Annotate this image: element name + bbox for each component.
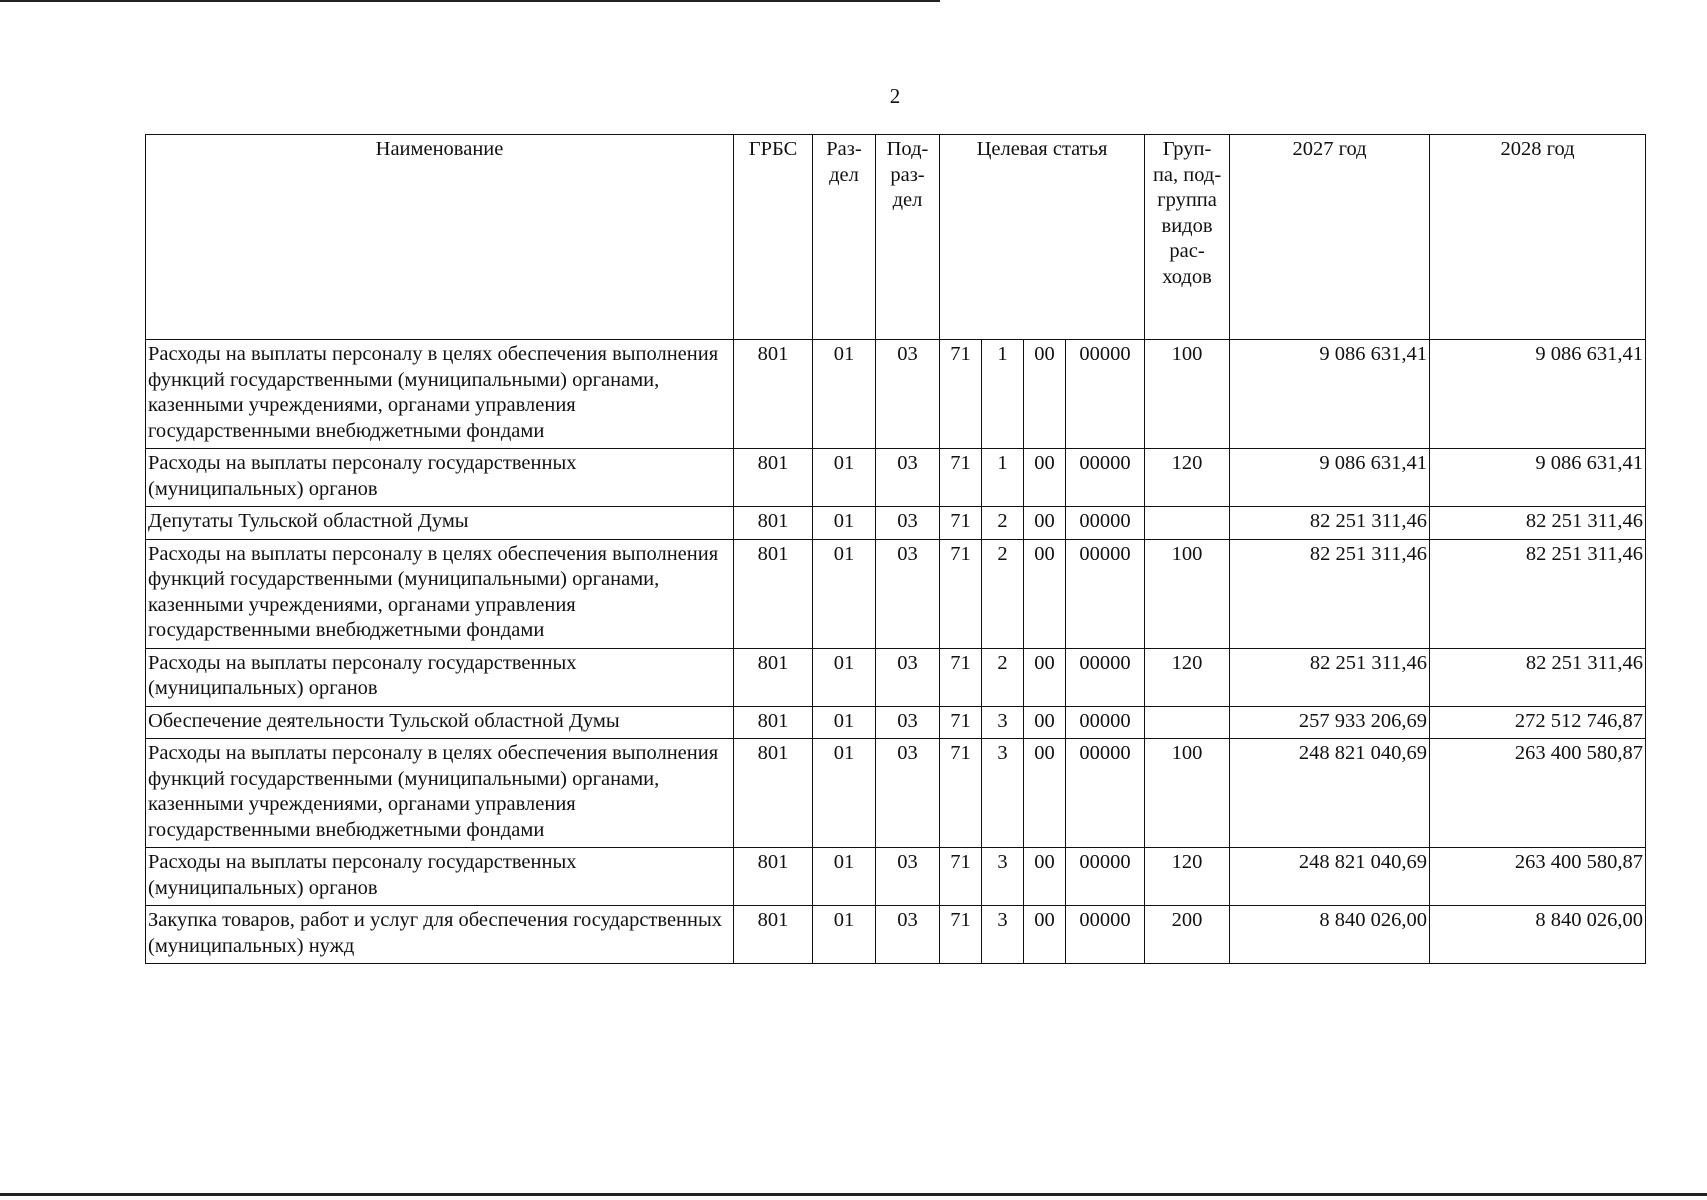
- cell-grbs: 801: [734, 739, 813, 848]
- cell-name: Расходы на выплаты персоналу государственных (муниципальных) органов: [146, 648, 734, 706]
- cell-target-subprogram: 2: [982, 507, 1024, 540]
- cell-amount-2027: 82 251 311,46: [1230, 507, 1430, 540]
- cell-target-program: 71: [940, 449, 982, 507]
- cell-amount-2027: 257 933 206,69: [1230, 706, 1430, 739]
- cell-target-direction: 00: [1024, 848, 1066, 906]
- cell-target-code: 00000: [1066, 706, 1145, 739]
- cell-target-code: 00000: [1066, 739, 1145, 848]
- cell-target-program: 71: [940, 507, 982, 540]
- cell-podrazdel: 03: [876, 449, 940, 507]
- cell-amount-2027: 82 251 311,46: [1230, 648, 1430, 706]
- cell-amount-2028: 82 251 311,46: [1430, 507, 1646, 540]
- cell-podrazdel: 03: [876, 739, 940, 848]
- table-row: [146, 507, 1646, 540]
- cell-name: Расходы на выплаты персоналу государственных (муниципальных) органов: [146, 449, 734, 507]
- cell-target-direction: 00: [1024, 906, 1066, 964]
- cell-target-direction: 00: [1024, 739, 1066, 848]
- cell-target-subprogram: 3: [982, 739, 1024, 848]
- cell-razdel: 01: [813, 539, 876, 648]
- cell-grbs: 801: [734, 507, 813, 540]
- scan-edge-top: [0, 0, 940, 2]
- cell-target-code: 00000: [1066, 648, 1145, 706]
- header-target-article: Целевая статья: [940, 135, 1145, 340]
- cell-target-subprogram: 2: [982, 539, 1024, 648]
- header-grbs: ГРБС: [734, 135, 813, 340]
- cell-podrazdel: 03: [876, 906, 940, 964]
- table-row: [146, 449, 1646, 507]
- scan-edge-bottom: [0, 1193, 1707, 1196]
- cell-razdel: 01: [813, 507, 876, 540]
- cell-target-direction: 00: [1024, 507, 1066, 540]
- header-razdel: Раз- дел: [813, 135, 876, 340]
- cell-amount-2027: 8 840 026,00: [1230, 906, 1430, 964]
- cell-expense-group: 200: [1145, 906, 1230, 964]
- header-podrazdel: Под- раз- дел: [876, 135, 940, 340]
- cell-amount-2028: 9 086 631,41: [1430, 340, 1646, 449]
- cell-target-direction: 00: [1024, 706, 1066, 739]
- table-header-row: [146, 135, 1646, 340]
- cell-podrazdel: 03: [876, 340, 940, 449]
- table-row: [146, 739, 1646, 848]
- cell-amount-2027: 9 086 631,41: [1230, 449, 1430, 507]
- cell-target-subprogram: 3: [982, 706, 1024, 739]
- cell-razdel: 01: [813, 706, 876, 739]
- cell-target-code: 00000: [1066, 449, 1145, 507]
- cell-grbs: 801: [734, 539, 813, 648]
- cell-target-program: 71: [940, 906, 982, 964]
- cell-target-subprogram: 1: [982, 449, 1024, 507]
- cell-razdel: 01: [813, 449, 876, 507]
- cell-expense-group: 120: [1145, 648, 1230, 706]
- cell-grbs: 801: [734, 648, 813, 706]
- cell-expense-group: 100: [1145, 340, 1230, 449]
- header-name: Наименование: [146, 135, 734, 340]
- cell-expense-group: 120: [1145, 848, 1230, 906]
- header-year-2027: 2027 год: [1230, 135, 1430, 340]
- budget-table: [145, 134, 1646, 964]
- cell-name: Расходы на выплаты персоналу в целях обеспечения выполнения функций государственными (муниципальными) органами, казенными учреждениями, органами управления государственными внебюджетными фондами: [146, 340, 734, 449]
- cell-target-subprogram: 1: [982, 340, 1024, 449]
- cell-target-program: 71: [940, 340, 982, 449]
- cell-grbs: 801: [734, 449, 813, 507]
- cell-name: Расходы на выплаты персоналу в целях обеспечения выполнения функций государственными (муниципальными) органами, казенными учреждениями, органами управления государственными внебюджетными фондами: [146, 739, 734, 848]
- cell-target-direction: 00: [1024, 340, 1066, 449]
- cell-name: Закупка товаров, работ и услуг для обеспечения государственных (муниципальных) нужд: [146, 906, 734, 964]
- cell-amount-2028: 82 251 311,46: [1430, 539, 1646, 648]
- cell-target-direction: 00: [1024, 539, 1066, 648]
- cell-target-program: 71: [940, 539, 982, 648]
- cell-amount-2027: 248 821 040,69: [1230, 739, 1430, 848]
- page-number: 2: [889, 84, 901, 108]
- cell-target-program: 71: [940, 648, 982, 706]
- table-row: [146, 340, 1646, 449]
- cell-amount-2028: 272 512 746,87: [1430, 706, 1646, 739]
- table-row: [146, 539, 1646, 648]
- header-expense-group: Груп- па, под- группа видов рас- ходов: [1145, 135, 1230, 340]
- cell-amount-2027: 82 251 311,46: [1230, 539, 1430, 648]
- cell-target-direction: 00: [1024, 648, 1066, 706]
- cell-target-program: 71: [940, 706, 982, 739]
- cell-amount-2028: 9 086 631,41: [1430, 449, 1646, 507]
- cell-grbs: 801: [734, 340, 813, 449]
- cell-target-code: 00000: [1066, 507, 1145, 540]
- cell-amount-2028: 82 251 311,46: [1430, 648, 1646, 706]
- table-row: [146, 848, 1646, 906]
- cell-amount-2028: 263 400 580,87: [1430, 848, 1646, 906]
- cell-name: Расходы на выплаты персоналу в целях обеспечения выполнения функций государственными (муниципальными) органами, казенными учреждениями, органами управления государственными внебюджетными фондами: [146, 539, 734, 648]
- table-row: [146, 706, 1646, 739]
- cell-target-subprogram: 3: [982, 906, 1024, 964]
- cell-podrazdel: 03: [876, 507, 940, 540]
- cell-expense-group: 120: [1145, 449, 1230, 507]
- cell-name: Депутаты Тульской областной Думы: [146, 507, 734, 540]
- cell-name: Расходы на выплаты персоналу государственных (муниципальных) органов: [146, 848, 734, 906]
- cell-expense-group: 100: [1145, 739, 1230, 848]
- cell-razdel: 01: [813, 739, 876, 848]
- cell-razdel: 01: [813, 340, 876, 449]
- cell-grbs: 801: [734, 848, 813, 906]
- cell-target-direction: 00: [1024, 449, 1066, 507]
- header-year-2028: 2028 год: [1430, 135, 1646, 340]
- cell-target-subprogram: 3: [982, 848, 1024, 906]
- cell-amount-2028: 8 840 026,00: [1430, 906, 1646, 964]
- cell-target-program: 71: [940, 848, 982, 906]
- cell-podrazdel: 03: [876, 648, 940, 706]
- cell-razdel: 01: [813, 848, 876, 906]
- table-row: [146, 906, 1646, 964]
- cell-expense-group: [1145, 706, 1230, 739]
- cell-amount-2027: 248 821 040,69: [1230, 848, 1430, 906]
- cell-target-program: 71: [940, 739, 982, 848]
- cell-target-code: 00000: [1066, 340, 1145, 449]
- cell-expense-group: 100: [1145, 539, 1230, 648]
- cell-razdel: 01: [813, 648, 876, 706]
- cell-target-code: 00000: [1066, 848, 1145, 906]
- cell-expense-group: [1145, 507, 1230, 540]
- cell-target-code: 00000: [1066, 906, 1145, 964]
- cell-amount-2028: 263 400 580,87: [1430, 739, 1646, 848]
- cell-podrazdel: 03: [876, 706, 940, 739]
- cell-name: Обеспечение деятельности Тульской областной Думы: [146, 706, 734, 739]
- table-row: [146, 648, 1646, 706]
- cell-podrazdel: 03: [876, 848, 940, 906]
- cell-target-code: 00000: [1066, 539, 1145, 648]
- cell-grbs: 801: [734, 906, 813, 964]
- cell-grbs: 801: [734, 706, 813, 739]
- cell-target-subprogram: 2: [982, 648, 1024, 706]
- cell-razdel: 01: [813, 906, 876, 964]
- cell-podrazdel: 03: [876, 539, 940, 648]
- cell-amount-2027: 9 086 631,41: [1230, 340, 1430, 449]
